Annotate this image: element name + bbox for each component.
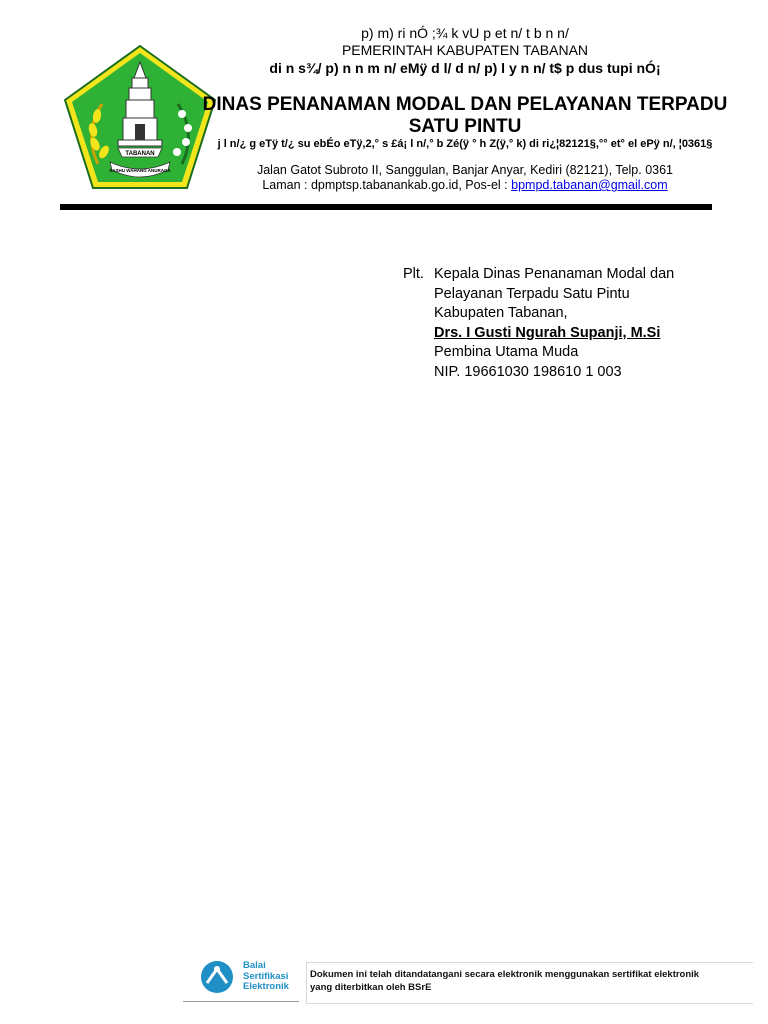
letterhead-divider	[60, 204, 712, 210]
bsre-logo-line3: Elektronik	[243, 981, 289, 992]
bsre-statement	[310, 968, 699, 994]
office-address: Jalan Gatot Subroto II, Sanggulan, Banjar Anyar, Kediri (82121), Telp. 0361	[256, 163, 673, 177]
bsre-logo-text	[243, 961, 289, 993]
bsre-statement-line1: Dokumen ini telah ditandatangani secara elektronik menggunakan sertifikat elektronik	[310, 969, 700, 980]
emblem-banner-top: TABANAN	[125, 151, 155, 157]
bsre-logo-line2: Sertifikasi	[243, 970, 289, 982]
balinese-script-address: j l n/¿ g eTÿ t/¿ su ebÉo eTÿ,2,° s £á¡ l n/,° b Zé(ÿ ° h Z(ÿ,° k) di ri¿¦82121§,°° et° el ePÿ n/, ¦0361§	[217, 138, 713, 150]
signatory-title-line1: Kepala Dinas Penanaman Modal dan	[434, 266, 675, 282]
signatory-title-line3: Kabupaten Tabanan,	[434, 305, 568, 321]
government-name: PEMERINTAH KABUPATEN TABANAN	[341, 42, 589, 58]
balinese-script-government: p) m) ri nÓ ;¾ k vU p et n/ t b n n/	[361, 25, 569, 41]
agency-name: DINAS PENANAMAN MODAL DAN PELAYANAN TERPADU SATU PINTU	[202, 94, 728, 137]
bsre-logo-line1: Balai	[243, 960, 266, 971]
emblem-banner-bottom: SASHU WAHANG ANURAGA	[109, 168, 171, 173]
balinese-script-agency: di n s¾/ p) n n m n/ eMÿ d l/ d n/ p) l y n n/ t$ p dus tupi nÓ¡	[269, 60, 661, 76]
tabanan-regency-emblem	[62, 44, 218, 192]
signatory-title-line2: Pelayanan Terpadu Satu Pintu	[434, 285, 630, 302]
signatory-rank: Pembina Utama Muda	[434, 344, 579, 360]
signature-prefix: Plt.	[403, 266, 424, 282]
footer-separator	[183, 1001, 299, 1002]
contact-line	[200, 178, 730, 192]
bsre-statement-line2: yang diterbitkan oleh BSrE	[310, 982, 432, 993]
email-link[interactable]: bpmpd.tabanan@gmail.com	[511, 178, 668, 192]
website-text: Laman : dpmptsp.tabanankab.go.id, Pos-el :	[262, 178, 512, 192]
signatory-nip: NIP. 19661030 198610 1 003	[434, 363, 622, 380]
signatory-name: Drs. I Gusti Ngurah Supanji, M.Si	[434, 324, 661, 341]
